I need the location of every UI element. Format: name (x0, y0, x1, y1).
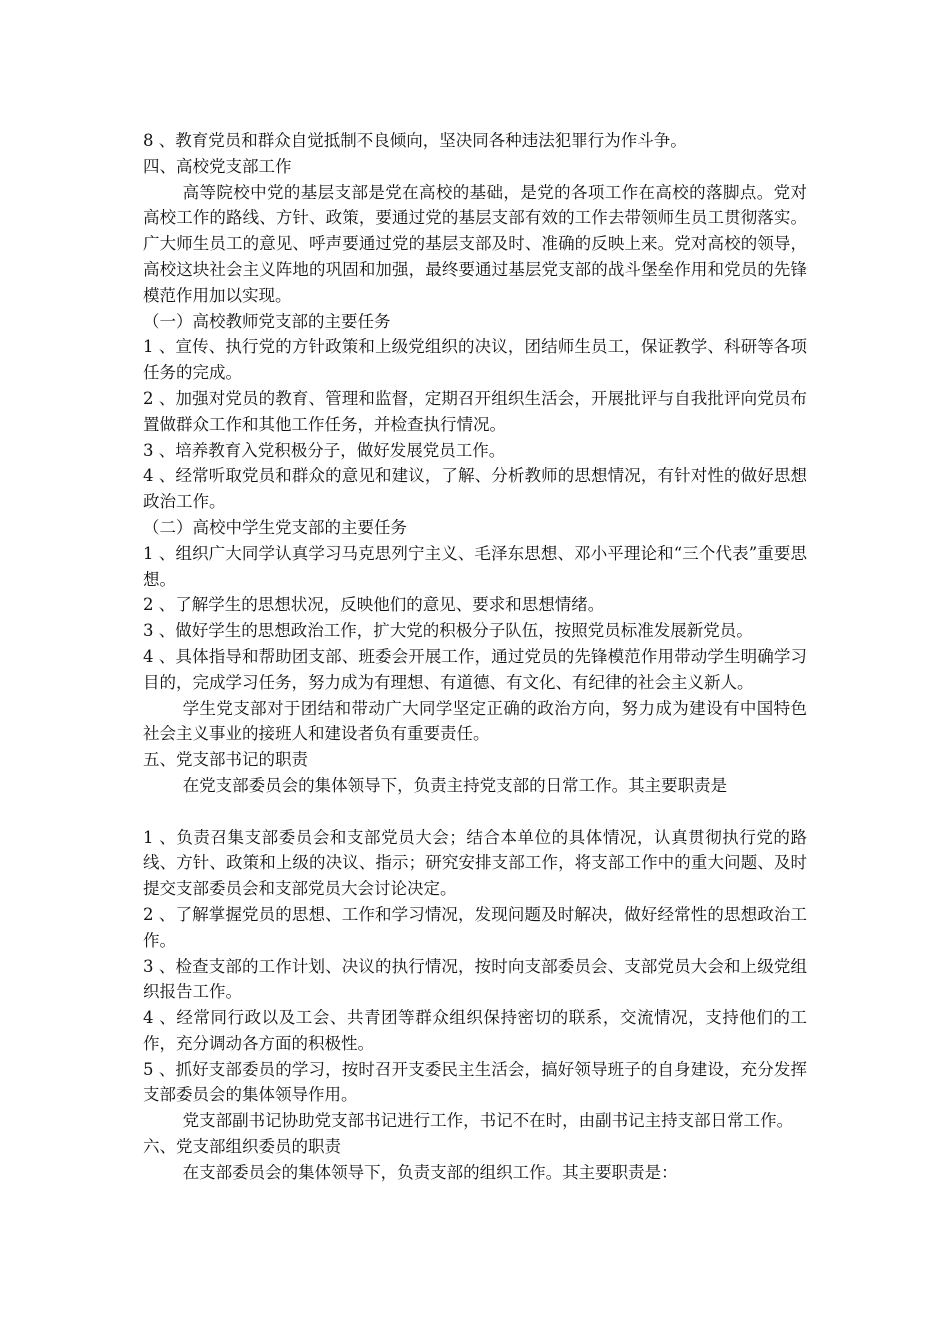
list-item: 8 、教育党员和群众自觉抵制不良倾向，坚决同各种违法犯罪行为作斗争。 (143, 131, 687, 150)
section-heading: 四、高校党支部工作 (143, 156, 292, 176)
list-item: 4 、具体指导和帮助团支部、班委会开展工作，通过党员的先锋模范作用带动学生明确学习目的，完成学习任务，努力成为有理想、有道德、有文化、有纪律的社会主义新人。 (143, 646, 807, 692)
list-item: 3 、检查支部的工作计划、决议的执行情况，按时向支部委员会、支部党员大会和上级党组织报告工作。 (143, 956, 807, 1002)
list-item: 5 、抓好支部委员的学习，按时召开支委民主生活会，搞好领导班子的自身建设，充分发挥支部委员会的集体领导作用。 (143, 1059, 807, 1105)
subsection-heading: （二）高校中学生党支部的主要任务 (143, 517, 407, 537)
subsection-heading: （一）高校教师党支部的主要任务 (143, 311, 391, 331)
list-item: 4 、经常听取党员和群众的意见和建议，了解、分析教师的思想情况，有针对性的做好思想政治工作。 (143, 466, 807, 512)
body-paragraph: 学生党支部对于团结和带动广大同学坚定正确的政治方向，努力成为建设有中国特色社会主义事业的接班人和建设者负有重要责任。 (143, 698, 807, 744)
body-paragraph: 在支部委员会的集体领导下，负责支部的组织工作。其主要职责是： (182, 1162, 678, 1182)
list-item: 3 、培养教育入党积极分子，做好发展党员工作。 (143, 440, 506, 460)
list-item: 4 、经常同行政以及工会、共青团等群众组织保持密切的联系，交流情况，支持他们的工作，充分调动各方面的积极性。 (143, 1008, 807, 1053)
list-item: 1 、负责召集支部委员会和支部党员大会；结合本单位的具体情况，认真贯彻执行党的路线、方针、政策和上级的决议、指示；研究安排支部工作，将支部工作中的重大问题、及时提交支部委员会和支部党员大会讨论决定。 (143, 827, 807, 899)
body-paragraph: 党支部副书记协助党支部书记进行工作，书记不在时，由副书记主持支部日常工作。 (182, 1111, 794, 1131)
blank-line (143, 799, 807, 825)
list-item: 1 、宣传、执行党的方针政策和上级党组织的决议，团结师生员工，保证教学、科研等各项任务的完成。 (143, 337, 807, 383)
list-item: 3 、做好学生的思想政治工作，扩大党的积极分子队伍，按照党员标准发展新党员。 (143, 621, 753, 641)
list-item: 2 、加强对党员的教育、管理和监督，定期召开组织生活会，开展批评与自我批评向党员布置做群众工作和其他工作任务，并检查执行情况。 (143, 388, 807, 434)
list-item: 1 、组织广大同学认真学习马克思列宁主义、毛泽东思想、邓小平理论和“三个代表”重要思想。 (143, 543, 807, 589)
body-paragraph: 在党支部委员会的集体领导下，负责主持党支部的日常工作。其主要职责是 (182, 775, 728, 795)
list-item: 2 、了解掌握党员的思想、工作和学习情况，发现问题及时解决，做好经常性的思想政治工作。 (143, 904, 807, 950)
document-body (143, 128, 807, 1186)
list-item: 2 、了解学生的思想状况，反映他们的意见、要求和思想情绪。 (143, 595, 605, 615)
section-heading: 五、党支部书记的职责 (143, 750, 308, 770)
body-paragraph: 高等院校中党的基层支部是党在高校的基础，是党的各项工作在高校的落脚点。党对高校工作的路线、方针、政策，要通过党的基层支部有效的工作去带领师生员工贯彻落实。广大师生员工的意见、呼声要通过党的基层支部及时、准确的反映上来。党对高校的领导，高校这块社会主义阵地的巩固和加强，最终要通过基层党支部的战斗堡垒作用和党员的先锋模范作用加以实现。 (143, 182, 807, 305)
section-heading: 六、党支部组织委员的职责 (143, 1137, 341, 1157)
